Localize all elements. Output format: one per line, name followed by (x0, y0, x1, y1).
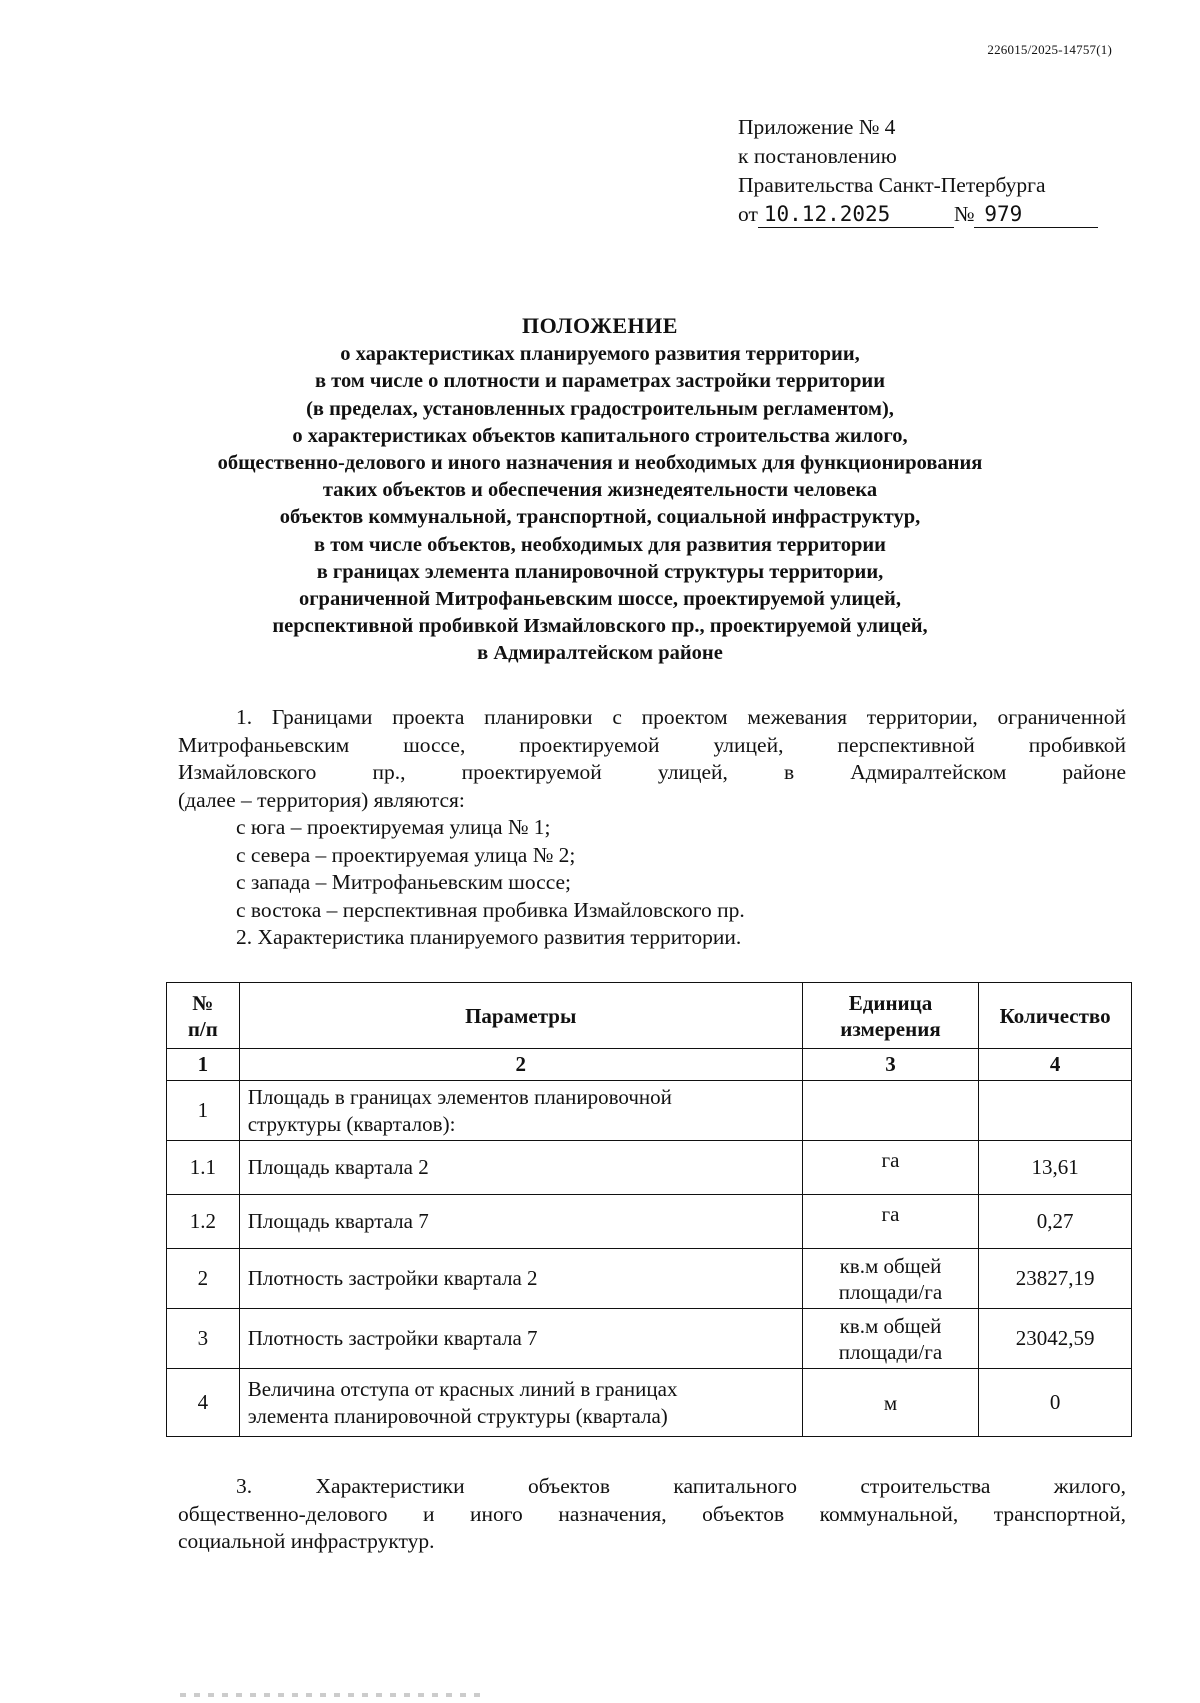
title-line: в том числе объектов, необходимых для развития территории (314, 533, 886, 556)
paragraph-line: социальной инфраструктур. (178, 1529, 435, 1553)
row-qty (979, 1081, 1132, 1141)
boundary-west: с запада – Митрофаньевским шоссе; (236, 870, 572, 894)
header-unit (802, 983, 978, 1049)
boundary-north: с севера – проектируемая улица № 2; (236, 842, 576, 867)
row-unit-line2: площади/га (838, 1279, 943, 1304)
index-cell: 4 (979, 1049, 1132, 1081)
paragraph-line: Митрофаньевским шоссе, проектируемой улицей, перспективной пробивкой (178, 732, 1126, 757)
paragraph-line: 1. Границами проекта планировки с проектом межевания территории, ограниченной (236, 705, 1126, 729)
table-row (167, 1081, 1132, 1141)
annex-number: Приложение № 4 (738, 115, 896, 139)
table-row (167, 1141, 1132, 1195)
row-param (239, 1369, 802, 1437)
annex-date-line (738, 200, 1098, 229)
table-row (167, 1195, 1132, 1249)
header-num-line2: п/п (187, 1016, 218, 1041)
row-unit: га (802, 1195, 978, 1249)
row-param (239, 1081, 802, 1141)
title-line: таких объектов и обеспечения жизнедеятельности человека (322, 479, 878, 502)
title-line: о характеристиках объектов капитального строительства жилого, (292, 424, 908, 447)
title-line: общественно-делового и иного назначения и необходимых для функционирования (217, 452, 983, 475)
row-param-line2: структуры (кварталов): (247, 1111, 456, 1136)
row-num: 1.1 (167, 1141, 240, 1195)
header-qty: Количество (979, 983, 1132, 1049)
title-line: перспективной пробивкой Измайловского пр., проектируемой улицей, (272, 615, 928, 638)
boundary-east: с востока – перспективная пробивка Измайловского пр. (236, 897, 745, 922)
title-line: в том числе о плотности и параметрах застройки территории (314, 370, 886, 393)
page-title: ПОЛОЖЕНИЕ (522, 313, 678, 338)
title-line: ограниченной Митрофаньевским шоссе, проектируемой улицей, (299, 588, 901, 611)
row-param: Площадь квартала 7 (239, 1195, 802, 1249)
date-field: 10.12.2025 (758, 202, 954, 228)
index-cell: 1 (167, 1049, 240, 1081)
row-num: 4 (167, 1369, 240, 1437)
boundary-south: с юга – проектируемая улица № 1; (236, 815, 551, 839)
number-prefix: № (953, 202, 975, 226)
row-qty: 0,27 (979, 1195, 1132, 1249)
title-line: (в пределах, установленных градостроительным регламентом), (306, 397, 894, 420)
row-unit (802, 1081, 978, 1141)
parameters-table (166, 982, 1132, 1437)
paragraph-line: 3. Характеристики объектов капитального строительства жилого, (236, 1474, 1126, 1498)
row-param-line1: Величина отступа от красных линий в границах (247, 1376, 678, 1401)
header-unit-line2: измерения (840, 1016, 941, 1041)
index-cell: 2 (239, 1049, 802, 1081)
index-cell: 3 (802, 1049, 978, 1081)
footer-scan-mark (180, 1693, 480, 1697)
paragraph-line: общественно-делового и иного назначения, объектов коммунальной, транспортной, (178, 1501, 1126, 1526)
row-unit (802, 1309, 978, 1369)
row-num: 1.2 (167, 1195, 240, 1249)
row-param-line1: Площадь в границах элементов планировочной (247, 1084, 672, 1109)
section-3 (178, 1473, 1126, 1556)
row-num: 1 (167, 1081, 240, 1141)
row-param: Плотность застройки квартала 2 (239, 1249, 802, 1309)
title-line: в границах элемента планировочной структуры территории, (316, 560, 884, 583)
title-line: объектов коммунальной, транспортной, социальной инфраструктур, (279, 506, 921, 529)
header-num-line1: № (192, 990, 214, 1015)
title-line: о характеристиках планируемого развития территории, (340, 343, 860, 366)
row-qty: 13,61 (979, 1141, 1132, 1195)
table-row (167, 1369, 1132, 1437)
table-index-row (167, 1049, 1132, 1081)
title-line: в Адмиралтейском районе (477, 642, 723, 665)
paragraph-line: (далее – территория) являются: (178, 787, 465, 812)
row-num: 2 (167, 1249, 240, 1309)
row-param: Плотность застройки квартала 7 (239, 1309, 802, 1369)
row-num: 3 (167, 1309, 240, 1369)
row-unit: га (802, 1141, 978, 1195)
row-unit-line2: площади/га (838, 1339, 943, 1364)
date-prefix: от (738, 202, 758, 226)
section-2-heading: 2. Характеристика планируемого развития территории. (236, 925, 742, 949)
document-id: 226015/2025-14757(1) (987, 42, 1112, 57)
row-unit (802, 1249, 978, 1309)
table-row (167, 1249, 1132, 1309)
row-unit-line1: кв.м общей (839, 1253, 942, 1278)
row-qty: 23042,59 (979, 1309, 1132, 1369)
annex-block (738, 113, 1098, 229)
header-unit-line1: Единица (848, 990, 933, 1015)
table-row (167, 1309, 1132, 1369)
number-field: 979 (974, 202, 1098, 228)
row-qty: 23827,19 (979, 1249, 1132, 1309)
row-unit: м (802, 1369, 978, 1437)
annex-government: Правительства Санкт-Петербурга (738, 173, 1046, 197)
paragraph-line: Измайловского пр., проектируемой улицей, в Адмиралтейском районе (178, 760, 1126, 784)
row-qty: 0 (979, 1369, 1132, 1437)
section-1 (178, 704, 1126, 952)
annex-resolution: к постановлению (738, 144, 897, 168)
title-block (150, 312, 1050, 668)
row-param-line2: элемента планировочной структуры (квартала) (247, 1403, 668, 1428)
table-header-row (167, 983, 1132, 1049)
row-unit-line1: кв.м общей (839, 1313, 942, 1338)
header-param: Параметры (239, 983, 802, 1049)
header-num (167, 983, 240, 1049)
row-param: Площадь квартала 2 (239, 1141, 802, 1195)
